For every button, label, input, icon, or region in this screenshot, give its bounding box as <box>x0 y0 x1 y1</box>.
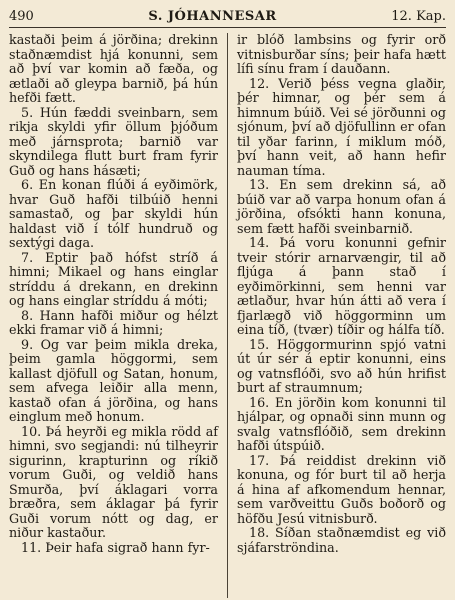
verse-paragraph: kastaði þeim á jörðina; drekinn staðnæmdist hjá konunni, sem að því var komin að fæða, og ætlaði að gleypa barnið, þá hún hefði fætt. <box>9 33 218 105</box>
verse-paragraph: 15. Höggormurinn spjó vatni út úr sér á eptir konunni, eins og vatnsflóði, svo að hún hrifist burt af straumnum; <box>237 336 446 395</box>
verse-paragraph: 17. Þá reiddist drekinn við konuna, og fór burt til að herja á hina af afkomendum hennar, sem varðveittu Guðs boðorð og höfðu Jesú vitnisburð. <box>237 452 446 526</box>
verse-paragraph: 6. En konan flúði á eyðimörk, hvar Guð hafði tilbúið henni samastað, og þar skyldi hún haldast við í tólf hundruð og sextýgi daga. <box>9 177 218 250</box>
left-column <box>9 33 222 598</box>
book-title: S. JÓHANNESAR <box>148 9 277 24</box>
chapter-label: 12. Kap. <box>391 9 446 24</box>
verse-paragraph: 14. Þá voru konunni gefnir tveir stórir arnarvængir, til að fljúga á þann stað í eyðimörkinni, sem henni var ætlaður, hvar hún átti að vera í fjarlægð við höggorminn um eina tíð, (tvær) tíðir og hálfa tíð. <box>237 235 446 337</box>
verse-paragraph: 5. Hún fæddi sveinbarn, sem rikja skyldi yfir öllum þjóðum með járnsprota; barnið var skyndilega flutt burt fram fyrir Guð og hans hásæti; <box>9 104 218 178</box>
verse-paragraph: 10. Þá heyrði eg mikla rödd af himni, svo segjandi: nú tilheyrir sigurinn, krapturinn og ríkið vorum Guði, og veldið hans Smurða, því áklagari vorra bræðra, sem áklagar þá fyrir Guði vorum nótt og dag, er niður kastaður. <box>9 423 218 540</box>
running-header <box>9 8 446 28</box>
verse-paragraph: 12. Verið þéss vegna glaðir, þér himnar, og þér sem á himnum búið. Vei sé jörðunni og sjónum, því að djöfullinn er ofan til yðar farinn, í miklum móð, því hann veit, að hann hefir nauman tíma. <box>237 75 446 178</box>
right-column <box>233 33 446 598</box>
column-divider <box>227 33 228 598</box>
verse-paragraph: 9. Og var þeim mikla dreka, þeim gamla höggormi, sem kallast djöfull og Satan, honum, sem afvega leiðir alla menn, kastað ofan á jörðina, og hans einglum með honum. <box>9 336 218 424</box>
verse-paragraph: 11. Þeir hafa sigrað hann fyr- <box>21 539 210 555</box>
page-number: 490 <box>9 9 34 24</box>
verse-paragraph: 16. En jörðin kom konunni til hjálpar, og opnaði sinn munn og svalg vatnsflóðið, sem drekinn hafði útspúið. <box>237 394 446 453</box>
verse-paragraph: 8. Hann hafði miður og hélzt ekki framar við á himni; <box>9 307 218 337</box>
verse-paragraph: ir blóð lambsins og fyrir orð vitnisburðar síns; þeir hafa hætt lífi sínu fram í dauðann. <box>237 33 446 76</box>
text-columns <box>9 33 446 598</box>
verse-paragraph: 18. Síðan staðnæmdist eg við sjáfarströndina. <box>237 525 446 555</box>
verse-paragraph: 7. Eptir það hófst stríð á himni; Mikael og hans einglar stríddu á drekann, en drekinn og hans einglar stríddu á móti; <box>9 249 218 308</box>
verse-paragraph: 13. En sem drekinn sá, að búið var að varpa honum ofan á jörðina, ofsókti hann konuna, sem fætt hafði sveinbarnið. <box>237 177 446 236</box>
